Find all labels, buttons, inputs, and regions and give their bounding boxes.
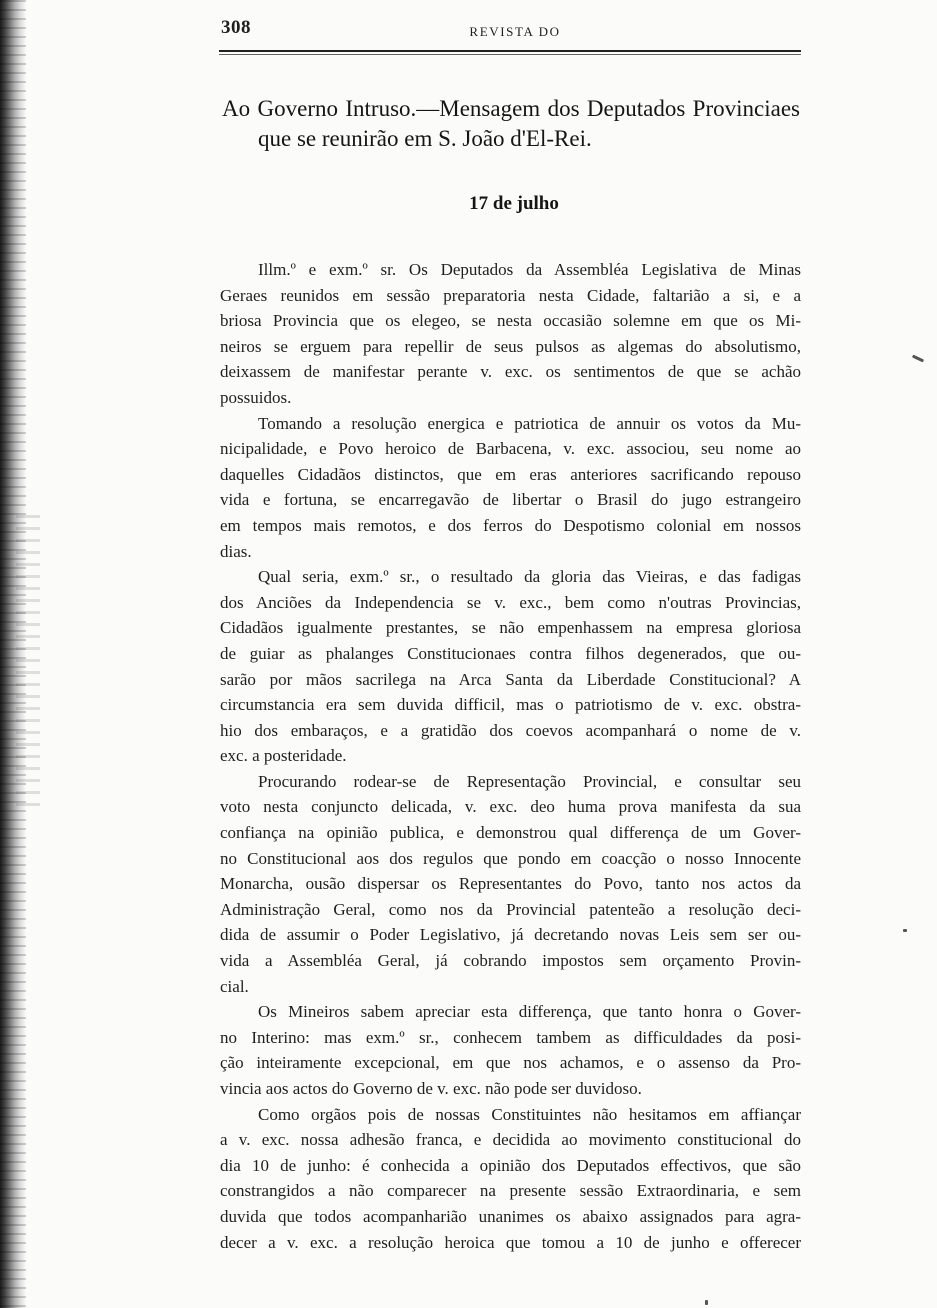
title-line: Ao Governo Intruso.—Mensagem dos Deputados Provinciaes bbox=[222, 96, 800, 121]
body-line: hio dos embaraços, e a gratidão dos coevos acompanhará o nome de v. bbox=[220, 720, 801, 740]
body-line: no Constitucional aos dos regulos que pondo em coacção o nosso Innocente bbox=[220, 848, 801, 868]
body-line: vida e fortuna, se encarregavão de libertar o Brasil do jugo estrangeiro bbox=[220, 490, 801, 510]
paragraph bbox=[220, 411, 801, 565]
scan-speck bbox=[903, 929, 907, 932]
body-line: confiança na opinião publica, e demonstrou qual differença de um Gover- bbox=[220, 823, 801, 843]
paragraph bbox=[220, 769, 801, 999]
body-line: a v. exc. nossa adhesão franca, e decidida ao movimento constitucional do bbox=[220, 1130, 801, 1150]
body-line: dos Anciões da Independencia se v. exc., bem como n'outras Provincias, bbox=[220, 592, 801, 612]
body-line: vida a Assembléa Geral, já cobrando impostos sem orçamento Provin- bbox=[220, 951, 801, 971]
article-title bbox=[222, 94, 800, 154]
body-line: duvida que todos acompanharião unanimes os abaixo assignados para agra- bbox=[220, 1206, 801, 1226]
body-line: dida de assumir o Poder Legislativo, já decretando novas Leis sem ser ou- bbox=[220, 925, 801, 945]
body-line: daquelles Cidadãos distinctos, que em eras anteriores sacrificando repouso bbox=[220, 464, 801, 484]
body-line: nicipalidade, e Povo heroico de Barbacena, v. exc. associou, seu nome ao bbox=[220, 439, 801, 459]
body-line: dia 10 de junho: é conhecida a opinião dos Deputados effectivos, que são bbox=[220, 1155, 801, 1175]
body-line: exc. a posteridade. bbox=[220, 746, 347, 766]
body-line: deixassem de manifestar perante v. exc. os sentimentos de que se achão bbox=[220, 362, 801, 382]
body-line: em tempos mais remotos, e dos ferros do Despotismo colonial em nossos bbox=[220, 515, 801, 535]
show-through-marks bbox=[16, 515, 40, 815]
body-line: Monarcha, ousão dispersar os Representantes do Povo, tanto nos actos da bbox=[220, 874, 801, 894]
title-line: que se reunirão em S. João d'El-Rei. bbox=[258, 126, 592, 151]
scan-speck bbox=[912, 355, 924, 363]
scan-speck bbox=[705, 1300, 708, 1305]
body-line: Administração Geral, como nos da Provincial patenteão a resolução deci- bbox=[220, 899, 801, 919]
body-line: ção inteiramente excepcional, em que nos achamos, e o assenso da Pro- bbox=[220, 1053, 801, 1073]
header-rule-thin bbox=[219, 54, 801, 55]
body-line: de guiar as phalanges Constitucionaes contra filhos degenerados, que ou- bbox=[220, 643, 801, 663]
paragraph bbox=[220, 1102, 801, 1256]
body-line: decer a v. exc. a resolução heroica que tomou a 10 de junho e offerecer bbox=[220, 1232, 801, 1252]
body-line: constrangidos a não comparecer na presente sessão Extraordinaria, e sem bbox=[220, 1181, 801, 1201]
body-line: voto nesta conjuncto delicada, v. exc. deo huma prova manifesta da sua bbox=[220, 797, 801, 817]
header-rule bbox=[219, 50, 801, 52]
body-line: vincia aos actos do Governo de v. exc. não pode ser duvidoso. bbox=[220, 1079, 642, 1098]
body-line: Geraes reunidos em sessão preparatoria nesta Cidade, faltarião a si, e a bbox=[220, 285, 801, 305]
body-line: briosa Provincia que os elegeo, se nesta occasião solemne em que os Mi- bbox=[220, 311, 801, 331]
body-line: Os Mineiros sabem apreciar esta differença, que tanto honra o Gover- bbox=[258, 1002, 801, 1022]
body-line: Cidadãos igualmente prestantes, se não empenhassem na empresa gloriosa bbox=[220, 618, 801, 638]
paragraph bbox=[220, 564, 801, 769]
paragraph bbox=[220, 999, 801, 1101]
body-line: dias. bbox=[220, 541, 252, 561]
article-body bbox=[220, 257, 801, 1255]
body-line: Procurando rodear-se de Representação Provincial, e consultar seu bbox=[258, 771, 801, 791]
body-line: no Interino: mas exm.º sr., conhecem tambem as difficuldades da posi- bbox=[220, 1027, 801, 1047]
paragraph bbox=[220, 257, 801, 411]
body-line: Illm.º e exm.º sr. Os Deputados da Assembléa Legislativa de Minas bbox=[258, 260, 801, 279]
article-date: 17 de julho bbox=[469, 193, 559, 214]
body-line: neiros se erguem para repellir de seus pulsos as algemas do absolutismo, bbox=[220, 336, 801, 356]
body-line: possuidos. bbox=[220, 387, 292, 407]
body-line: Qual seria, exm.º sr., o resultado da gloria das Vieiras, e das fadigas bbox=[258, 567, 801, 587]
page-number: 308 bbox=[221, 17, 251, 38]
body-line: Tomando a resolução energica e patriotica de annuir os votos da Mu- bbox=[258, 413, 801, 433]
body-line: circumstancia era sem duvida difficil, mas o patriotismo de v. exc. obstra- bbox=[220, 695, 801, 715]
body-line: sarão por mãos sacrilega na Arca Santa da Liberdade Constitucional? A bbox=[220, 669, 801, 689]
running-head: REVISTA DO bbox=[469, 24, 561, 39]
body-line: cial. bbox=[220, 976, 249, 996]
body-line: Como orgãos pois de nossas Constituintes não hesitamos em affiançar bbox=[258, 1104, 801, 1124]
